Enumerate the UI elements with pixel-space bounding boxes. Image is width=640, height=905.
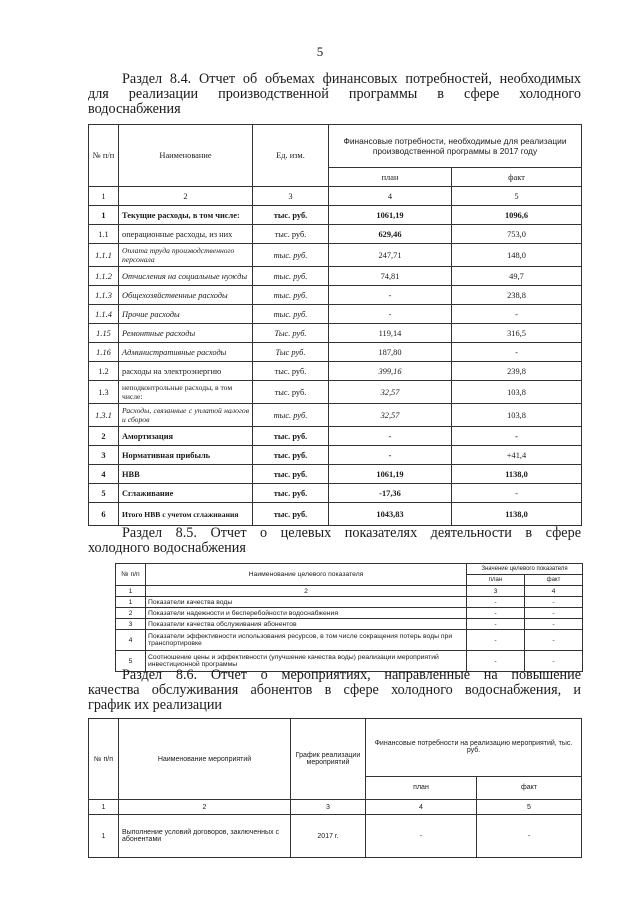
table-row: [89, 206, 582, 225]
cell-name: Показатели эффективности использования ресурсов, в том числе сокращения потерь воды при транспортировке: [146, 630, 467, 651]
cell-fact: -: [452, 343, 582, 362]
cell-name: Соотношение цены и эффективности (улучшение качества воды) реализации мероприятий инвестиционной программы: [146, 651, 467, 672]
col-num: 2: [146, 586, 467, 597]
cell-name: операционные расходы, из них: [119, 225, 253, 244]
cell-unit: тыс. руб.: [253, 305, 329, 324]
col-num: 4: [366, 800, 477, 815]
cell-num: 1.16: [89, 343, 119, 362]
cell-num: 1.1: [89, 225, 119, 244]
cell-unit: тыс. руб.: [253, 286, 329, 305]
page-number: 5: [316, 44, 324, 59]
section-8-5-heading: [88, 526, 581, 556]
header-plan: план: [366, 776, 477, 799]
header-plan: план: [329, 168, 452, 187]
header-val: Значение целевого показателя: [467, 564, 583, 575]
cell-fact: -: [525, 651, 583, 672]
cell-plan: 187,80: [329, 343, 452, 362]
heading-line: холодного водоснабжения: [88, 540, 246, 556]
cell-name: Показатели надежности и бесперебойности водоснабжения: [146, 608, 467, 619]
cell-plan: 629,46: [329, 225, 452, 244]
table-row: [116, 597, 583, 608]
cell-unit: тыс. руб.: [253, 503, 329, 526]
table-row: [89, 484, 582, 503]
header-unit: Ед. изм.: [253, 125, 329, 187]
table-row: [89, 446, 582, 465]
cell-unit: тыс. руб.: [253, 206, 329, 225]
cell-fact: 1096,6: [452, 206, 582, 225]
cell-plan: 399,16: [329, 362, 452, 381]
cell-sched: 2017 г.: [291, 815, 366, 858]
cell-name: Отчисления на социальные нужды: [119, 267, 253, 286]
heading-line: водоснабжения: [88, 101, 181, 117]
table-row: [89, 427, 582, 446]
cell-name: Показатели качества воды: [146, 597, 467, 608]
cell-name: Показатели качества обслуживания абонентов: [146, 619, 467, 630]
cell-unit: тыс. руб.: [253, 404, 329, 427]
col-num: 3: [291, 800, 366, 815]
heading-line: Раздел 8.4. Отчет об объемах финансовых потребностей, необходимых: [122, 71, 581, 87]
heading-line: для реализации производственной программы в сфере холодного: [88, 86, 581, 102]
header-fin: Финансовые потребности на реализацию мероприятий, тыс. руб.: [366, 719, 582, 777]
cell-fact: 1138,0: [452, 465, 582, 484]
cell-plan: 32,57: [329, 381, 452, 404]
cell-unit: тыс. руб.: [253, 362, 329, 381]
cell-plan: -: [329, 446, 452, 465]
cell-fact: -: [525, 608, 583, 619]
table-row: [89, 404, 582, 427]
table-row: [89, 381, 582, 404]
cell-num: 3: [116, 619, 146, 630]
cell-fact: +41,4: [452, 446, 582, 465]
cell-fact: -: [525, 597, 583, 608]
col-num: 1: [89, 187, 119, 206]
cell-unit: Тыс. руб.: [253, 324, 329, 343]
cell-fact: 103,8: [452, 381, 582, 404]
cell-num: 6: [89, 503, 119, 526]
cell-name: Итого НВВ с учетом сглаживания: [119, 503, 253, 526]
cell-num: 1: [116, 597, 146, 608]
cell-fact: 316,5: [452, 324, 582, 343]
cell-num: 1.1.4: [89, 305, 119, 324]
cell-num: 1.15: [89, 324, 119, 343]
cell-fact: -: [452, 305, 582, 324]
table-row: [89, 305, 582, 324]
table-row: [89, 815, 582, 858]
cell-num: 4: [89, 465, 119, 484]
cell-fact: -: [525, 630, 583, 651]
header-plan: план: [467, 575, 525, 586]
table-row: [116, 619, 583, 630]
table-row: [89, 465, 582, 484]
cell-plan: -17,36: [329, 484, 452, 503]
cell-name: Общехозяйственные расходы: [119, 286, 253, 305]
financial-needs-table: [88, 124, 582, 526]
header-name: Наименование целевого показателя: [146, 564, 467, 586]
header-fact: факт: [452, 168, 582, 187]
table-row: [116, 608, 583, 619]
table-row: [89, 244, 582, 267]
col-num: 5: [452, 187, 582, 206]
cell-plan: -: [467, 608, 525, 619]
cell-name: Административные расходы: [119, 343, 253, 362]
table-row: [89, 343, 582, 362]
header-name: Наименование мероприятий: [119, 719, 291, 800]
cell-fact: -: [477, 815, 582, 858]
cell-plan: 1043,83: [329, 503, 452, 526]
cell-num: 1.3.1: [89, 404, 119, 427]
cell-plan: -: [467, 630, 525, 651]
cell-num: 1.3: [89, 381, 119, 404]
cell-unit: тыс. руб.: [253, 446, 329, 465]
cell-num: 2: [116, 608, 146, 619]
cell-plan: 247,71: [329, 244, 452, 267]
cell-num: 2: [89, 427, 119, 446]
cell-plan: -: [329, 305, 452, 324]
cell-unit: тыс. руб.: [253, 225, 329, 244]
cell-plan: 1061,19: [329, 206, 452, 225]
cell-fact: -: [452, 484, 582, 503]
heading-line: Раздел 8.6. Отчет о мероприятиях, направленные на повышение: [122, 667, 581, 683]
header-fin: Финансовые потребности, необходимые для реализации производственной программы в 2017 году: [329, 125, 582, 168]
cell-num: 4: [116, 630, 146, 651]
heading-line: график их реализации: [88, 697, 223, 713]
col-num: 5: [477, 800, 582, 815]
cell-fact: -: [452, 427, 582, 446]
heading-line: Раздел 8.5. Отчет о целевых показателях деятельности в сфере: [122, 525, 581, 541]
cell-unit: тыс. руб.: [253, 465, 329, 484]
heading-line: качества обслуживания абонентов в сфере холодного водоснабжения, и: [88, 682, 581, 698]
cell-num: 1.1.3: [89, 286, 119, 305]
cell-name: Нормативная прибыль: [119, 446, 253, 465]
section-8-4-heading: [88, 72, 581, 117]
col-num: 3: [253, 187, 329, 206]
table-row: [89, 503, 582, 526]
cell-fact: 49,7: [452, 267, 582, 286]
cell-name: расходы на электроэнергию: [119, 362, 253, 381]
table-row: [89, 225, 582, 244]
cell-unit: тыс. руб.: [253, 427, 329, 446]
cell-name: Выполнение условий договоров, заключенных с абонентами: [119, 815, 291, 858]
header-num: № п/п: [89, 719, 119, 800]
table-row: [116, 630, 583, 651]
header-sched: График реализации мероприятий: [291, 719, 366, 800]
header-fact: факт: [477, 776, 582, 799]
header-num: № п/п: [89, 125, 119, 187]
cell-unit: тыс. руб.: [253, 267, 329, 286]
cell-plan: 32,57: [329, 404, 452, 427]
header-name: Наименование: [119, 125, 253, 187]
cell-plan: -: [329, 427, 452, 446]
table-row: [89, 324, 582, 343]
cell-plan: -: [467, 597, 525, 608]
cell-plan: -: [467, 651, 525, 672]
cell-num: 1.2: [89, 362, 119, 381]
cell-unit: тыс. руб.: [253, 484, 329, 503]
cell-num: 1: [89, 815, 119, 858]
cell-num: 3: [89, 446, 119, 465]
cell-name: Ремонтные расходы: [119, 324, 253, 343]
cell-fact: 103,8: [452, 404, 582, 427]
col-num: 2: [119, 800, 291, 815]
table-row: [89, 286, 582, 305]
cell-fact: 239,8: [452, 362, 582, 381]
col-num: 1: [89, 800, 119, 815]
cell-plan: -: [329, 286, 452, 305]
table-row: [89, 267, 582, 286]
cell-name: НВВ: [119, 465, 253, 484]
cell-name: неподконтрольные расходы, в том числе:: [119, 381, 253, 404]
cell-plan: 74,81: [329, 267, 452, 286]
col-num: 4: [329, 187, 452, 206]
col-num: 2: [119, 187, 253, 206]
cell-num: 1: [89, 206, 119, 225]
cell-fact: 148,0: [452, 244, 582, 267]
cell-num: 1.1.1: [89, 244, 119, 267]
cell-name: Расходы, связанные с уплатой налогов и сборов: [119, 404, 253, 427]
cell-unit: тыс. руб.: [253, 381, 329, 404]
cell-name: Амортизация: [119, 427, 253, 446]
section-8-6-heading: [88, 668, 581, 713]
col-num: 3: [467, 586, 525, 597]
cell-plan: 1061,19: [329, 465, 452, 484]
cell-num: 5: [89, 484, 119, 503]
cell-name: Сглаживание: [119, 484, 253, 503]
cell-name: Текущие расходы, в том числе:: [119, 206, 253, 225]
cell-unit: Тыс руб.: [253, 343, 329, 362]
cell-num: 5: [116, 651, 146, 672]
header-num: № п/п: [116, 564, 146, 586]
cell-unit: тыс. руб.: [253, 244, 329, 267]
cell-fact: -: [525, 619, 583, 630]
cell-name: Прочие расходы: [119, 305, 253, 324]
cell-plan: -: [467, 619, 525, 630]
measures-table: [88, 718, 582, 858]
header-fact: факт: [525, 575, 583, 586]
cell-fact: 1138,0: [452, 503, 582, 526]
cell-num: 1.1.2: [89, 267, 119, 286]
table-row: [89, 362, 582, 381]
cell-plan: -: [366, 815, 477, 858]
col-num: 4: [525, 586, 583, 597]
cell-plan: 119,14: [329, 324, 452, 343]
col-num: 1: [116, 586, 146, 597]
cell-fact: 753,0: [452, 225, 582, 244]
cell-name: Оплата труда производственного персонала: [119, 244, 253, 267]
target-indicators-table: [115, 563, 583, 672]
cell-fact: 238,8: [452, 286, 582, 305]
